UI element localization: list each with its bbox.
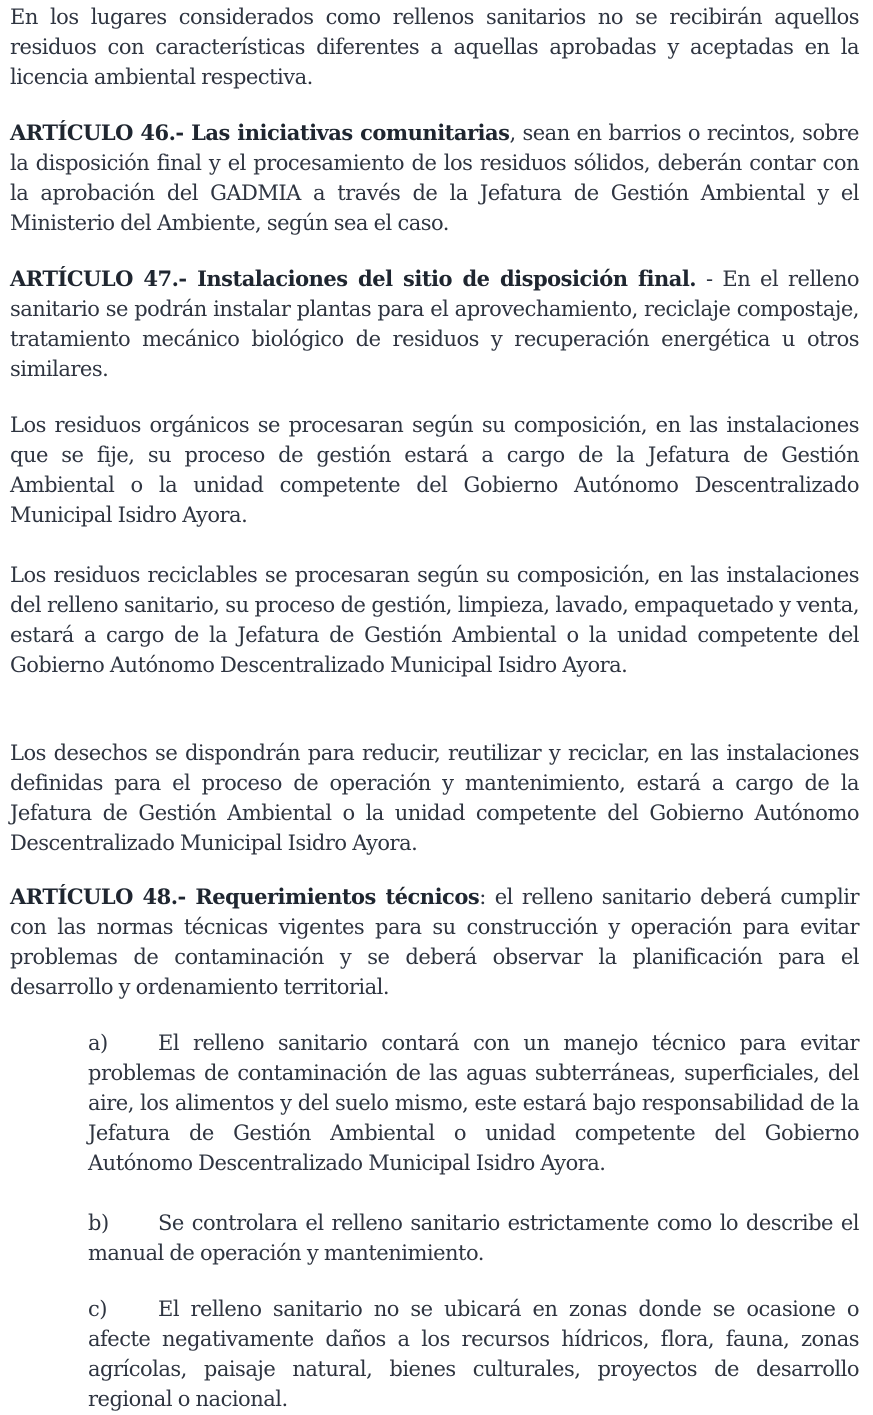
paragraph-landfill-restrictions: En los lugares considerados como rellenos sanitarios no se recibirán aquellos residuos con características diferentes a aquellas aprobadas y aceptadas en la licencia ambiental respectiva. xyxy=(10,5,859,89)
article-48-text: : el relleno sanitario deberá cumplir con las normas técnicas vigentes para su construcción y operación para evitar problemas de contaminación y se deberá observar la planificación para el desarrollo y ordenamiento territorial. xyxy=(10,885,859,999)
list-marker: c) xyxy=(88,1297,107,1321)
list-item-c xyxy=(88,1294,859,1414)
article-48-heading: ARTÍCULO 48.- Requerimientos técnicos xyxy=(10,884,480,909)
list-item-text: Se controlara el relleno sanitario estrictamente como lo describe el manual de operación y mantenimiento. xyxy=(88,1211,859,1265)
article-46 xyxy=(10,118,859,238)
article-47-heading: ARTÍCULO 47.- Instalaciones del sitio de disposición final. xyxy=(10,266,697,291)
list-item-b xyxy=(88,1208,859,1268)
paragraph-organic-waste: Los residuos orgánicos se procesaran según su composición, en las instalaciones que se fije, su proceso de gestión estará a cargo de la Jefatura de Gestión Ambiental o la unidad competente del Gobierno Autónomo Descentralizado Municipal Isidro Ayora. xyxy=(10,413,859,527)
list-item-text: El relleno sanitario no se ubicará en zonas donde se ocasione o afecte negativamente daños a los recursos hídricos, flora, fauna, zonas agrícolas, paisaje natural, bienes culturales, proyectos de desarrollo regional o nacional. xyxy=(88,1297,859,1411)
paragraph-recyclable-waste: Los residuos reciclables se procesaran según su composición, en las instalaciones del relleno sanitario, su proceso de gestión, limpieza, lavado, empaquetado y venta, estará a cargo de la Jefatura de Gestión Ambiental o la unidad competente del Gobierno Autónomo Descentralizado Municipal Isidro Ayora. xyxy=(10,563,859,677)
article-47 xyxy=(10,264,859,384)
list-marker: b) xyxy=(88,1211,109,1235)
list-item-text: El relleno sanitario contará con un manejo técnico para evitar problemas de contaminación de las aguas subterráneas, superficiales, del aire, los alimentos y del suelo mismo, este estará bajo responsabilidad de la Jefatura de Gestión Ambiental o unidad competente del Gobierno Autónomo Descentralizado Municipal Isidro Ayora. xyxy=(88,1031,859,1175)
list-marker: a) xyxy=(88,1031,108,1055)
article-46-text: , sean en barrios o recintos, sobre la disposición final y el procesamiento de los residuos sólidos, deberán contar con la aprobación del GADMIA a través de la Jefatura de Gestión Ambiental y el Ministerio del Ambiente, según sea el caso. xyxy=(10,121,859,235)
article-48 xyxy=(10,882,859,1002)
article-46-heading: ARTÍCULO 46.- Las iniciativas comunitarias xyxy=(10,120,510,145)
article-47-text: - En el relleno sanitario se podrán instalar plantas para el aprovechamiento, reciclaje compostaje, tratamiento mecánico biológico de residuos y recuperación energética u otros similares. xyxy=(10,267,859,381)
list-item-a xyxy=(88,1028,859,1178)
paragraph-waste-disposal: Los desechos se dispondrán para reducir, reutilizar y reciclar, en las instalaciones definidas para el proceso de operación y mantenimiento, estará a cargo de la Jefatura de Gestión Ambiental o la unidad competente del Gobierno Autónomo Descentralizado Municipal Isidro Ayora. xyxy=(10,741,859,855)
